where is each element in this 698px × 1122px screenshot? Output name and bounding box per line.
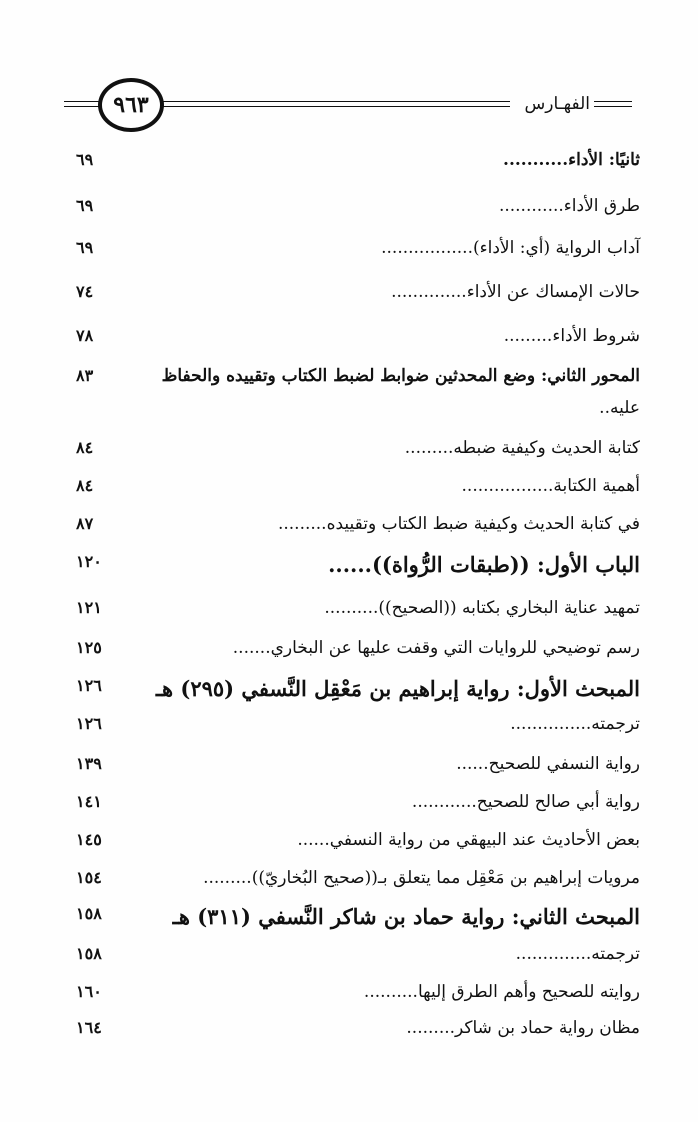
toc-entry-page: ١٤٥ (76, 830, 102, 849)
toc-entry-page: ١٦٠ (76, 982, 102, 1001)
section-title: الفهـارس (524, 94, 590, 114)
toc-entry-page: ٨٤ (76, 476, 94, 495)
toc-entry-title: رواية أبي صالح للصحيح............ (411, 792, 640, 812)
header-rule-right (594, 106, 632, 107)
toc-entry-title: آداب الرواية (أي: الأداء)................. (381, 238, 640, 258)
toc-entry-page: ٨٤ (76, 438, 94, 457)
toc-entry-page: ٧٨ (76, 326, 94, 345)
toc-entry-page: ٦٩ (76, 238, 94, 257)
toc-entry-title: ثانيًا: الأداء........... (503, 150, 640, 170)
toc-entry-page: ٨٣ (76, 366, 94, 385)
page-number: ٩٦٣ (113, 92, 149, 118)
toc-entry-title: ترجمته............... (510, 714, 640, 734)
toc-entry-page: ١٢٦ (76, 676, 102, 695)
toc-entry-title: المبحث الثاني: رواية حماد بن شاكر النَّسفي (٣١١) هـ (172, 904, 640, 929)
toc-entry-page: ١٥٤ (76, 868, 102, 887)
toc-entry-page: ١٥٨ (76, 904, 102, 923)
toc-entry-page: ١٢١ (76, 598, 102, 617)
toc-entry-page: ١٦٤ (76, 1018, 102, 1037)
toc-entry-title: المحور الثاني: وضع المحدثين ضوابط لضبط الكتاب وتقييده والحفاظ (161, 366, 640, 386)
toc-entry-page: ٦٩ (76, 196, 94, 215)
page-number-badge (98, 78, 164, 132)
toc-entry-title: طرق الأداء............ (498, 196, 640, 216)
page-header (0, 0, 698, 140)
toc-entry-title: روايته للصحيح وأهم الطرق إليها.......... (363, 982, 640, 1002)
toc-entry-title: رسم توضيحي للروايات التي وقفت عليها عن البخاري....... (232, 638, 640, 658)
toc-entry-title: رواية النسفي للصحيح...... (456, 754, 640, 774)
toc-entry-title: في كتابة الحديث وكيفية ضبط الكتاب وتقييده......... (277, 514, 640, 534)
toc-entry-page: ٨٧ (76, 514, 94, 533)
toc-entry-title: مظان رواية حماد بن شاكر......... (406, 1018, 640, 1038)
toc-entry-page: ٦٩ (76, 150, 94, 169)
toc-entry-title: شروط الأداء......... (503, 326, 640, 346)
toc-entry-title: تمهيد عناية البخاري بكتابه ((الصحيح)).......... (324, 598, 640, 618)
header-rule-right (594, 101, 632, 102)
toc-entry-title: الباب الأول: ((طبقات الرُّواة))...... (328, 552, 640, 577)
toc-entry-title: بعض الأحاديث عند البيهقي من رواية النسفي...... (297, 830, 640, 850)
toc-entry-title: ترجمته.............. (515, 944, 640, 964)
toc-entry-page: ١٢٠ (76, 552, 102, 571)
toc-entry-title: كتابة الحديث وكيفية ضبطه......... (404, 438, 640, 458)
header-rule-center (160, 101, 510, 102)
toc-entry-page: ١٤١ (76, 792, 102, 811)
toc-entry-page: ١٢٦ (76, 714, 102, 733)
header-rule-center (160, 106, 510, 107)
toc-entry-page: ١٢٥ (76, 638, 102, 657)
toc-entry-title: مرويات إبراهيم بن مَعْقِل مما يتعلق بـ((صحيح البُخاريّ))......... (203, 868, 640, 888)
toc-entry-continuation: عليه.. (599, 398, 640, 418)
toc-entry-title: حالات الإمساك عن الأداء.............. (391, 282, 640, 302)
toc-entry-page: ١٣٩ (76, 754, 102, 773)
toc-entry-page: ٧٤ (76, 282, 94, 301)
toc-entry-title: أهمية الكتابة................. (461, 476, 640, 496)
toc-entry-page: ١٥٨ (76, 944, 102, 963)
toc-entry-title: المبحث الأول: رواية إبراهيم بن مَعْقِل النَّسفي (٢٩٥) هـ (155, 676, 640, 701)
